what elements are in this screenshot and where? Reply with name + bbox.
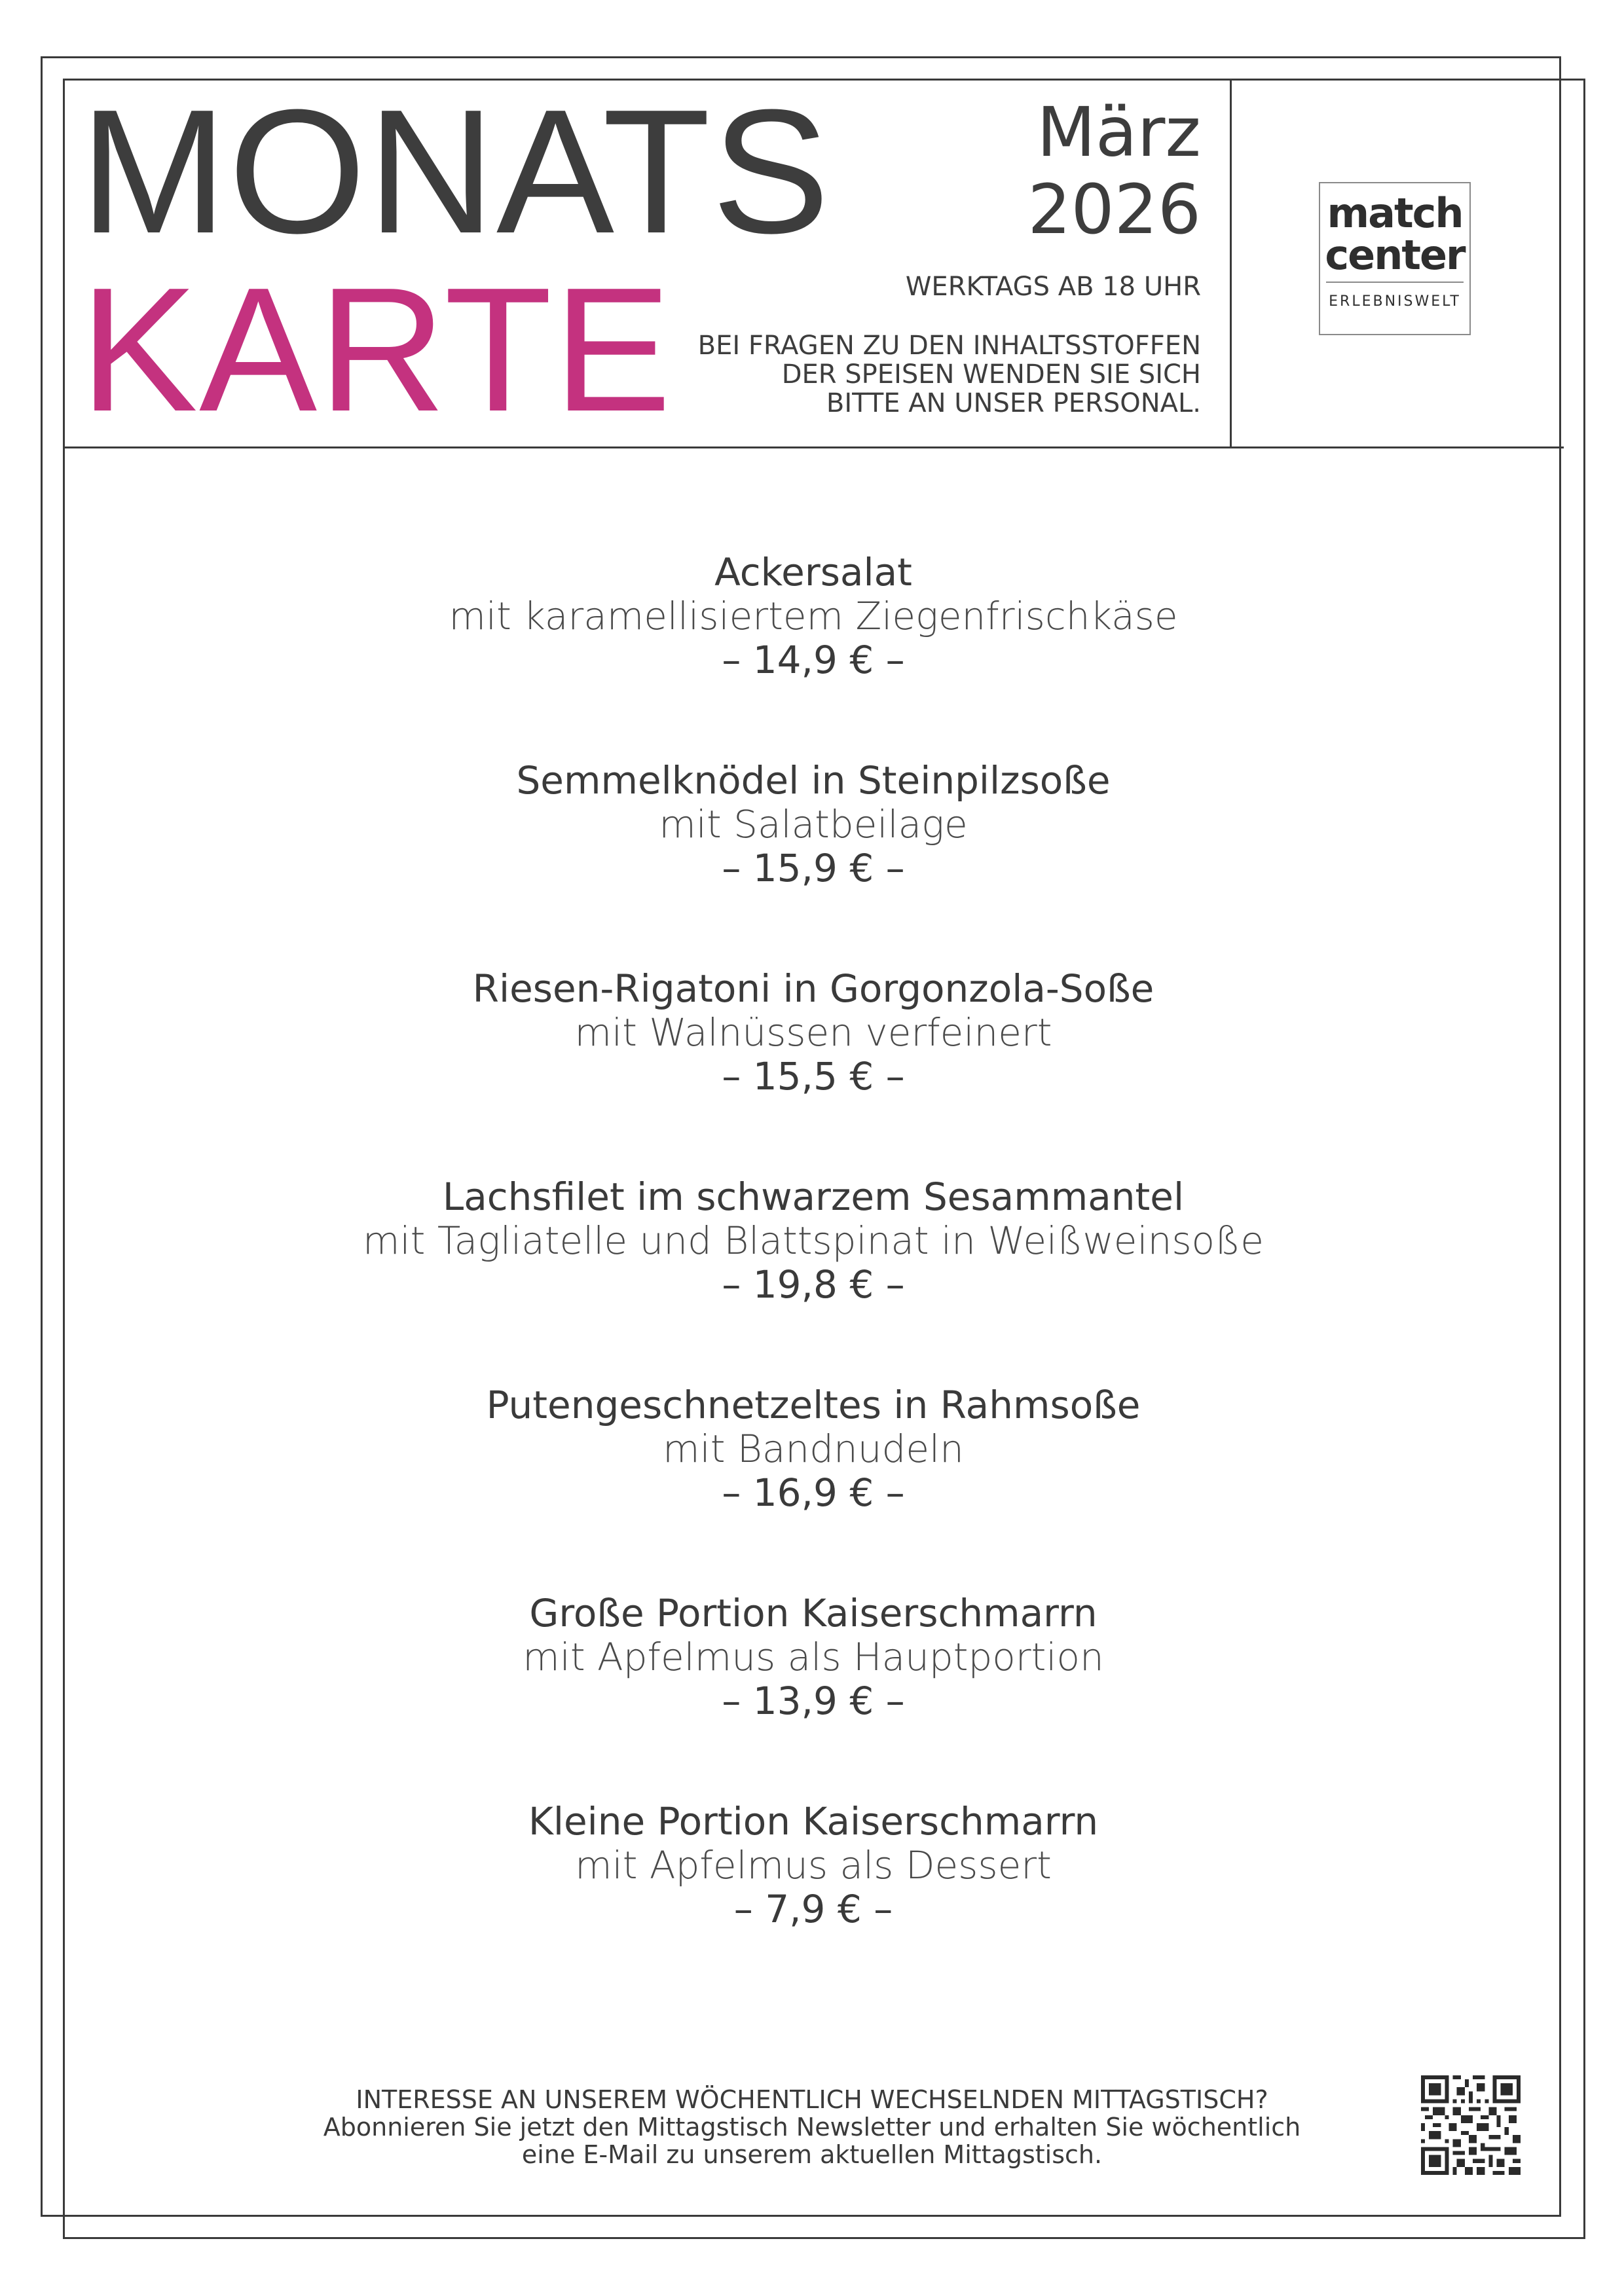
menu-item [63,1591,1564,1799]
newsletter-footer [262,2086,1362,2168]
dish-name: Lachsfilet im schwarzem Sesammantel [442,1175,1185,1219]
dish-name: Kleine Portion Kaiserschmarrn [528,1799,1099,1844]
dish-name: Semmelknödel in Steinpilzsoße [516,758,1111,803]
dish-price: – 15,9 € – [722,846,905,890]
dish-price: – 15,5 € – [722,1054,905,1099]
dish-description: mit Apfelmus als Dessert [575,1843,1052,1887]
menu-item [63,966,1564,1175]
dish-description: mit Walnüssen verfeinert [574,1010,1052,1055]
notice-line: BITTE AN UNSER PERSONAL. [826,388,1201,418]
dish-name: Ackersalat [714,550,912,594]
menu-list [63,550,1564,2007]
menu-item [63,1799,1564,2007]
menu-item [63,758,1564,966]
logo-subtitle: ERLEBNISWELT [1329,293,1461,310]
header-vertical-divider [1230,79,1232,448]
match-center-logo [1319,182,1471,335]
dish-description: mit Apfelmus als Hauptportion [523,1635,1104,1679]
notice-line: DER SPEISEN WENDEN SIE SICH [781,359,1201,390]
menu-item [63,550,1564,758]
notice-line: BEI FRAGEN ZU DEN INHALTSSTOFFEN [697,331,1201,361]
logo-divider [1326,282,1464,283]
menu-item [63,1175,1564,1383]
dish-price: – 13,9 € – [722,1679,905,1723]
footer-text: eine E-Mail zu unserem aktuellen Mittagstisch. [521,2140,1103,2169]
dish-price: – 16,9 € – [722,1470,905,1515]
logo-text-match: match [1327,189,1463,237]
ingredients-notice [698,331,1201,418]
dish-description: mit Salatbeilage [659,802,968,847]
dish-price: – 14,9 € – [722,638,905,682]
menu-item [63,1383,1564,1591]
dish-description: mit Tagliatelle und Blattspinat in Weißweinsoße [363,1218,1264,1263]
title-karte: KARTE [80,251,673,448]
dish-price: – 19,8 € – [722,1262,905,1307]
footer-headline: INTERESSE AN UNSEREM WÖCHENTLICH WECHSELNDEN MITTAGSTISCH? [356,2085,1268,2114]
month-label: März [1037,92,1201,172]
dish-description: mit Bandnudeln [663,1427,964,1471]
dish-name: Große Portion Kaiserschmarrn [529,1591,1098,1635]
footer-text: Abonnieren Sie jetzt den Mittagstisch Newsletter und erhalten Sie wöchentlich [323,2113,1301,2141]
dish-name: Putengeschnetzeltes in Rahmsoße [486,1383,1141,1427]
logo-text-center: center [1325,231,1465,279]
weekdays-notice: WERKTAGS AB 18 UHR [905,272,1201,302]
dish-price: – 7,9 € – [733,1887,893,1931]
title-monats: MONATS [80,73,831,270]
qr-code-icon[interactable] [1421,2075,1521,2175]
year-label: 2026 [1027,170,1201,249]
dish-name: Riesen-Rigatoni in Gorgonzola-Soße [472,966,1154,1011]
dish-description: mit karamellisiertem Ziegenfrischkäse [449,594,1178,638]
